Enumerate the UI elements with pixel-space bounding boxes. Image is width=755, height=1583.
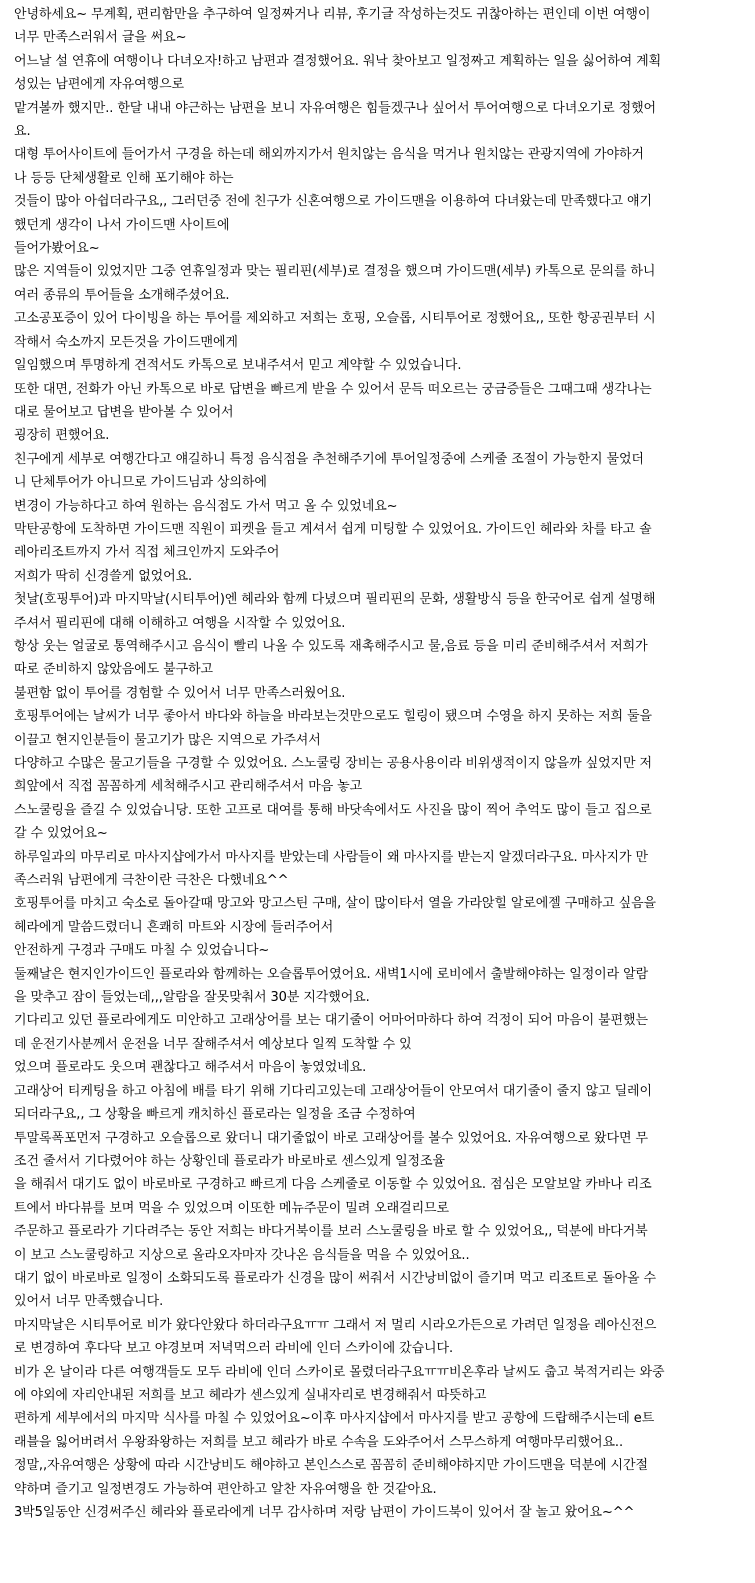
review-text-line: 대로 물어보고 답변을 받아볼 수 있어서 (14, 404, 234, 420)
review-text-line: 나 등등 단체생활로 인해 포기해야 하는 (14, 170, 234, 186)
review-text-line: 었으며 플로라도 웃으며 괜찮다고 해주셔서 마음이 놓였었네요. (14, 1060, 367, 1076)
review-text-line: 마지막날은 시티투어로 비가 왔다안왔다 하더라구요ㅠㅠ 그래서 저 멀리 시라오가든으로 가려던 일정을 레아신전으 (14, 1317, 657, 1333)
review-text-line: 변경이 가능하다고 하여 원하는 음식점도 가서 먹고 올 수 있었네요~ (14, 498, 398, 514)
review-text-line: 첫날(호핑투어)과 마지막날(시티투어)엔 헤라와 함께 다녔으며 필리핀의 문화, 생활방식 등을 한국어로 쉽게 설명해 (14, 592, 656, 608)
review-text-line: 고소공포증이 있어 다이빙을 하는 투어를 제외하고 저희는 호핑, 오슬롭, 시티투어로 정했어요,, 또한 항공권부터 시 (14, 311, 656, 327)
review-text-line: 고래상어 티케팅을 하고 아침에 배를 타기 위해 기다리고있는데 고래상어들이 안모여서 대기줄이 줄지 않고 딜레이 (14, 1083, 652, 1099)
review-text-line: 저희가 딱히 신경쓸게 없었어요. (14, 568, 193, 584)
review-text-line: 트에서 바다뷰를 보며 먹을 수 있었으며 이또한 메뉴주문이 밀려 오래걸리므로 (14, 1200, 449, 1216)
review-text-line: 들어가봤어요~ (14, 241, 100, 257)
review-text-line: 둘째날은 현지인가이드인 플로라와 함께하는 오슬롭투어였어요. 새벽1시에 로비에서 출발해야하는 일정이라 알람 (14, 966, 649, 982)
review-text-line: 이 보고 스노쿨링하고 지상으로 올라오자마자 갓나온 음식들을 먹을 수 있었어요.. (14, 1247, 470, 1263)
review-text-line: 되더라구요,, 그 상황을 빠르게 캐치하신 플로라는 일정을 조금 수정하여 (14, 1107, 416, 1123)
review-text-line: 안전하게 구경과 구매도 마칠 수 있었습니다~ (14, 943, 270, 959)
review-text-line: 대형 투어사이트에 들어가서 구경을 하는데 해외까지가서 원치않는 음식을 먹거나 원치않는 관광지역에 가야하거 (14, 147, 644, 163)
review-text-line: 다양하고 수많은 물고기들을 구경할 수 있었어요. 스노쿨링 장비는 공용사용이라 비위생적이지 않을까 싶었지만 저 (14, 756, 652, 771)
review-text-line: 있어서 너무 만족했습니다. (14, 1294, 164, 1310)
review-text-line: 희앞에서 직접 꼼꼼하게 세척해주시고 관리해주셔서 마음 놓고 (14, 779, 363, 795)
review-text-line: 것들이 많아 아쉽더라구요,, 그러던중 전에 친구가 신혼여행으로 가이드맨을 이용하여 다녀왔는데 만족했다고 얘기 (14, 194, 652, 210)
review-text-line: 을 해줘서 대기도 없이 바로바로 구경하고 빠르게 다음 스케줄로 이동할 수 있었어요. 점심은 모알보알 카바나 리조 (14, 1177, 652, 1193)
review-text-line: 불편함 없이 투어를 경험할 수 있어서 너무 만족스러웠어요. (14, 685, 346, 701)
review-text-line: 기다리고 있던 플로라에게도 미안하고 고래상어를 보는 대기줄이 어마어마하다 하여 걱정이 되어 마음이 불편했는 (14, 1013, 648, 1029)
review-text-line: 너무 만족스러워서 글을 써요~ (14, 30, 187, 46)
review-text-line: 로 변경하여 후다닥 보고 야경보며 저녁먹으러 라비에 인더 스카이에 갔습니다. (14, 1341, 453, 1357)
review-text-line: 레아리조트까지 가서 직접 체크인까지 도와주어 (14, 545, 280, 561)
review-text-line: 굉장히 편했어요. (14, 428, 110, 444)
review-text-line: 헤라에게 말씀드렸더니 흔쾌히 마트와 시장에 들러주어서 (14, 919, 334, 935)
review-text-line: 3박5일동안 신경써주신 헤라와 플로라에게 너무 감사하며 저랑 남편이 가이드북이 있어서 잘 놀고 왔어요~^^ (14, 1505, 635, 1520)
review-text-line: 대기 없이 바로바로 일정이 소화되도록 플로라가 신경을 많이 써줘서 시간낭비없이 즐기며 먹고 리조트로 돌아올 수 (14, 1270, 656, 1286)
review-text-line: 성있는 남편에게 자유여행으로 (14, 77, 185, 93)
review-text-line: 스노쿨링을 즐길 수 있었습니당. 또한 고프로 대여를 통해 바닷속에서도 사진을 많이 찍어 추억도 많이 들고 집으로 (14, 802, 652, 818)
review-text-line: 호핑투어에는 날씨가 너무 좋아서 바다와 하늘을 바라보는것만으로도 힐링이 됐으며 수영을 하지 못하는 저희 둘을 (14, 709, 652, 725)
review-text-line: 하루일과의 마무리로 마사지샵에가서 마사지를 받았는데 사람들이 왜 마사지를 받는지 알겠더라구요. 마사지가 만 (14, 849, 648, 865)
review-text-line: 친구에게 세부로 여행간다고 얘길하니 특정 음식점을 추천해주기에 투어일정중에 스케줄 조절이 가능한지 물었더 (14, 451, 644, 467)
review-text-line: 데 운전기사분께서 운전을 너무 잘해주셔서 예상보다 일찍 도착할 수 있 (14, 1036, 412, 1052)
review-text-line: 주셔서 필리핀에 대해 이해하고 여행을 시작할 수 있었어요. (14, 615, 346, 631)
review-text-line: 따로 준비하지 않았음에도 불구하고 (14, 662, 213, 678)
review-text-line: 이끌고 현지인분들이 물고기가 많은 지역으로 가주셔서 (14, 732, 321, 748)
review-text-line: 약하며 즐기고 일정변경도 가능하여 편안하고 알찬 자유여행을 한 것같아요. (14, 1481, 437, 1497)
review-text-line: 했던게 생각이 나서 가이드맨 사이트에 (14, 217, 230, 233)
review-text-line: 여러 종류의 투어들을 소개해주셨어요. (14, 287, 230, 303)
review-text-line: 을 맞추고 잠이 들었는데,,,알람을 잘못맞춰서 30분 지각했어요. (14, 990, 370, 1006)
review-text-line: 어느날 설 연휴에 여행이나 다녀오자!하고 남편과 결정했어요. 워낙 찾아보고 일정짜고 계획하는 일을 싫어하여 계획 (14, 53, 662, 69)
review-text-line: 편하게 세부에서의 마지막 식사를 마칠 수 있었어요~이후 마사지샵에서 마사지를 받고 공항에 드랍해주시는데 e트 (14, 1411, 655, 1427)
review-text-line: 니 단체투어가 아니므로 가이드님과 상의하에 (14, 475, 267, 491)
review-text-line: 또한 대면, 전화가 아닌 카톡으로 바로 답변을 빠르게 받을 수 있어서 문득 떠오르는 궁금증들은 그때그때 생각나는 (14, 381, 652, 397)
review-text-line: 갈 수 있었어요~ (14, 826, 108, 842)
review-text-line: 막탄공항에 도착하면 가이드맨 직원이 피켓을 들고 계셔서 쉽게 미팅할 수 있었어요. 가이드인 헤라와 차를 타고 솔 (14, 521, 652, 537)
review-text-line: 호핑투어를 마치고 숙소로 돌아갈때 망고와 망고스틴 구매, 살이 많이타서 열을 가라앉힐 알로에젤 구매하고 싶음을 (14, 896, 656, 912)
review-text-line: 래블을 잃어버려서 우왕좌왕하는 저희를 보고 헤라가 바로 수속을 도와주어서 스무스하게 여행마무리했어요.. (14, 1434, 623, 1450)
review-text-line: 정말,,자유여행은 상황에 따라 시간낭비도 해야하고 본인스스로 꼼꼼히 준비해야하지만 가이드맨을 덕분에 시간절 (14, 1458, 648, 1474)
review-text-line: 많은 지역들이 있었지만 그중 연휴일정과 맞는 필리핀(세부)로 결정을 했으며 가이드맨(세부) 카톡으로 문의를 하니 (14, 264, 656, 280)
review-text-line: 조건 줄서서 기다렸어야 하는 상황인데 플로라가 바로바로 센스있게 일정조율 (14, 1153, 445, 1169)
review-text-line: 비가 온 날이라 다른 여행객들도 모두 라비에 인더 스카이로 몰렸더라구요ㅠㅠ비온후라 날씨도 춥고 북적거리는 와중 (14, 1364, 665, 1380)
review-text-line: 안녕하세요~ 무계획, 편리함만을 추구하여 일정짜거나 리뷰, 후기글 작성하는것도 귀찮아하는 편인데 이번 여행이 (14, 7, 651, 22)
review-text-line: 주문하고 플로라가 기다려주는 동안 저희는 바다거북이를 보러 스노쿨링을 바로 할 수 있었어요,, 덕분에 바다거북 (14, 1224, 648, 1240)
review-text-line: 투말록폭포먼저 구경하고 오슬롭으로 왔더니 대기줄없이 바로 고래상어를 볼수 있었어요. 자유여행으로 왔다면 무 (14, 1130, 648, 1146)
review-text-line: 요. (14, 124, 31, 140)
review-text-line: 에 야외에 자리안내된 저희를 보고 헤라가 센스있게 실내자리로 변경해줘서 따뜻하고 (14, 1387, 487, 1403)
review-text-line: 족스러워 남편에게 극찬이란 극찬은 다했네요^^ (14, 873, 289, 889)
review-text-line: 일임했으며 투명하게 견적서도 카톡으로 보내주셔서 믿고 계약할 수 있었습니다. (14, 358, 462, 374)
review-text-line: 작해서 숙소까지 모든것을 가이드맨에게 (14, 334, 238, 350)
review-text-line: 맡겨볼까 했지만.. 한달 내내 야근하는 남편을 보니 자유여행은 힘들겠구나 싶어서 투어여행으로 다녀오기로 정했어 (14, 100, 656, 116)
review-text-line: 항상 웃는 얼굴로 통역해주시고 음식이 빨리 나올 수 있도록 재촉해주시고 물,음료 등을 미리 준비해주셔서 저희가 (14, 638, 648, 654)
